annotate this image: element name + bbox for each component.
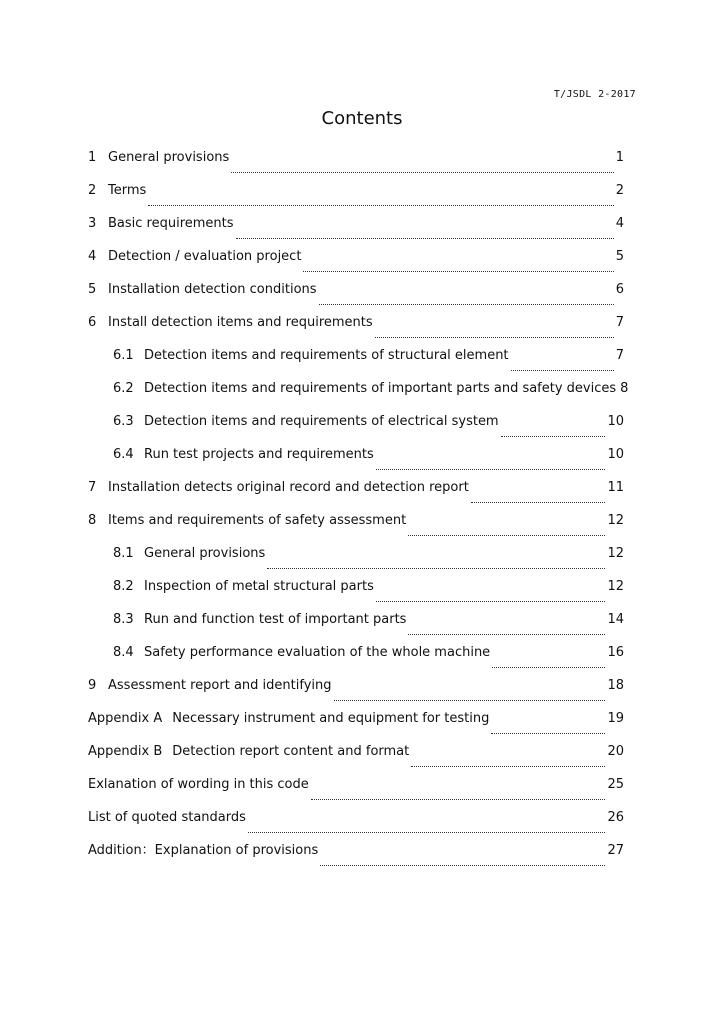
toc-dot-leader <box>303 260 613 274</box>
toc-entry-label: Installation detects original record and detection report <box>108 480 469 495</box>
toc-entry-label: Detection items and requirements of electrical system <box>144 414 499 429</box>
toc-entry-number: 2 <box>88 183 97 198</box>
toc-entry-label: Necessary instrument and equipment for testing <box>172 711 490 726</box>
toc-entry[interactable] <box>88 676 624 709</box>
toc-entry-label: Installation detection conditions <box>108 282 317 297</box>
toc-entry-number: 4 <box>88 249 97 264</box>
toc-dot-leader <box>492 656 605 670</box>
toc-entry[interactable] <box>88 247 624 280</box>
toc-entry-label: Assessment report and identifying <box>108 678 332 693</box>
toc-entry[interactable] <box>113 577 624 610</box>
toc-entry-page: 2 <box>615 183 624 198</box>
toc-dot-leader <box>319 293 614 307</box>
toc-entry-page: 10 <box>607 447 624 462</box>
toc-entry-number: 1 <box>88 150 97 165</box>
toc-entry-number: 7 <box>88 480 97 495</box>
toc-dot-leader <box>320 854 605 868</box>
toc-entry-page: 18 <box>607 678 624 693</box>
table-of-contents <box>88 148 629 874</box>
toc-dot-leader <box>231 161 613 175</box>
toc-entry-label: General provisions <box>144 546 266 561</box>
toc-entry-page: 4 <box>615 216 624 231</box>
toc-entry-page: 27 <box>607 843 624 858</box>
toc-entry[interactable] <box>88 478 624 511</box>
toc-entry-page: 16 <box>607 645 624 660</box>
toc-entry[interactable] <box>113 643 624 676</box>
toc-entry[interactable] <box>113 412 624 445</box>
toc-entry-label: Install detection items and requirements <box>108 315 373 330</box>
toc-entry-number: 6 <box>88 315 97 330</box>
toc-entry-page: 19 <box>607 711 624 726</box>
toc-entry-number: 6.1 <box>113 348 134 363</box>
toc-entry[interactable] <box>113 544 624 577</box>
page-title: Contents <box>321 108 403 129</box>
toc-entry-label: Detection report content and format <box>172 744 410 759</box>
toc-entry[interactable] <box>113 346 624 379</box>
toc-entry[interactable] <box>113 610 624 643</box>
toc-dot-leader <box>375 326 614 340</box>
toc-entry-page: 11 <box>607 480 624 495</box>
toc-entry-label: Terms <box>108 183 147 198</box>
toc-entry[interactable] <box>88 709 624 742</box>
toc-entry-label: Detection / evaluation project <box>108 249 302 264</box>
toc-dot-leader <box>267 557 605 571</box>
toc-dot-leader <box>408 524 605 538</box>
toc-dot-leader <box>408 623 605 637</box>
toc-dot-leader <box>411 755 605 769</box>
toc-entry[interactable] <box>113 379 629 412</box>
toc-entry-number: 8.2 <box>113 579 134 594</box>
toc-dot-leader <box>501 425 606 439</box>
toc-entry-label: List of quoted standards <box>88 810 246 825</box>
toc-entry[interactable] <box>113 445 624 478</box>
toc-entry-page: 25 <box>607 777 624 792</box>
toc-entry[interactable] <box>88 181 624 214</box>
toc-entry-label: Addition：Explanation of provisions <box>88 843 319 858</box>
toc-entry-page: 12 <box>607 579 624 594</box>
toc-entry[interactable] <box>88 148 624 181</box>
toc-entry-label: Run and function test of important parts <box>144 612 407 627</box>
toc-dot-leader <box>248 821 606 835</box>
toc-entry-number: 6.4 <box>113 447 134 462</box>
toc-entry-number: 3 <box>88 216 97 231</box>
toc-dot-leader <box>511 359 614 373</box>
toc-entry-number: 9 <box>88 678 97 693</box>
toc-entry-page: 6 <box>615 282 624 297</box>
toc-dot-leader <box>334 689 606 703</box>
toc-entry-page: 5 <box>615 249 624 264</box>
toc-entry-page: 7 <box>615 348 624 363</box>
toc-entry-label: Run test projects and requirements <box>144 447 374 462</box>
toc-entry-page: 8 <box>620 381 629 396</box>
toc-entry-page: 20 <box>607 744 624 759</box>
toc-entry-number: 8.3 <box>113 612 134 627</box>
toc-entry-page: 12 <box>607 546 624 561</box>
toc-dot-leader <box>148 194 613 208</box>
toc-dot-leader <box>471 491 606 505</box>
toc-entry-label: Safety performance evaluation of the whole machine <box>144 645 491 660</box>
toc-entry-number: 5 <box>88 282 97 297</box>
toc-entry-label: Exlanation of wording in this code <box>88 777 309 792</box>
toc-entry-number: Appendix B <box>88 744 163 759</box>
toc-entry-label: Basic requirements <box>108 216 234 231</box>
toc-entry[interactable] <box>88 742 624 775</box>
toc-entry-label: General provisions <box>108 150 230 165</box>
toc-dot-leader <box>236 227 614 241</box>
toc-entry-label: Items and requirements of safety assessment <box>108 513 407 528</box>
toc-entry-number: 8.4 <box>113 645 134 660</box>
toc-dot-leader <box>376 458 606 472</box>
toc-entry-number: 6.2 <box>113 381 134 396</box>
toc-entry[interactable] <box>88 214 624 247</box>
document-code: T/JSDL 2-2017 <box>553 89 636 100</box>
toc-entry-label: Detection items and requirements of structural element <box>144 348 509 363</box>
toc-entry[interactable] <box>88 511 624 544</box>
toc-entry[interactable] <box>88 775 624 808</box>
toc-entry-number: 8 <box>88 513 97 528</box>
toc-entry-label: Inspection of metal structural parts <box>144 579 374 594</box>
toc-entry-number: 8.1 <box>113 546 134 561</box>
toc-entry[interactable] <box>88 313 624 346</box>
toc-entry[interactable] <box>88 841 624 874</box>
toc-entry-page: 12 <box>607 513 624 528</box>
toc-entry[interactable] <box>88 280 624 313</box>
toc-dot-leader <box>311 788 606 802</box>
toc-entry-page: 14 <box>607 612 624 627</box>
toc-entry-page: 26 <box>607 810 624 825</box>
toc-entry[interactable] <box>88 808 624 841</box>
toc-entry-label: Detection items and requirements of important parts and safety devices <box>144 381 617 396</box>
toc-dot-leader <box>491 722 605 736</box>
toc-entry-number: 6.3 <box>113 414 134 429</box>
toc-entry-page: 7 <box>615 315 624 330</box>
toc-entry-page: 1 <box>615 150 624 165</box>
toc-entry-page: 10 <box>607 414 624 429</box>
toc-entry-number: Appendix A <box>88 711 163 726</box>
toc-dot-leader <box>376 590 606 604</box>
